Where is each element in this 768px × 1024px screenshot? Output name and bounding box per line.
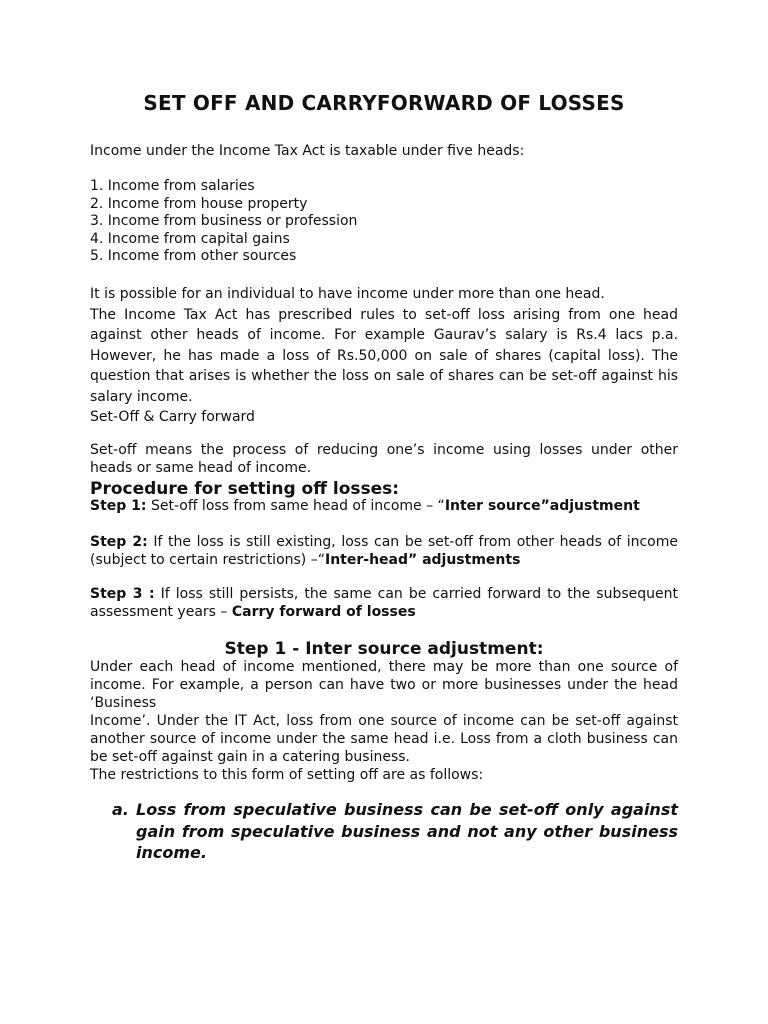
step-label: Step 1: xyxy=(90,498,147,514)
procedure-heading: Procedure for setting off losses: xyxy=(90,479,400,499)
subheading-setoff-carry-forward: Set-Off & Carry forward xyxy=(90,409,255,425)
section-heading: Step 1 - Inter source adjustment: xyxy=(224,639,544,659)
list-item: 2. Income from house property xyxy=(90,195,308,212)
explanation-paragraph xyxy=(90,284,678,428)
intro-text: Income under the Income Tax Act is taxable under five heads: xyxy=(90,143,525,159)
paragraph-line: Under each head of income mentioned, there may be more than one source of income. For example, a person can have two or more businesses under the head ‘Business xyxy=(90,659,678,711)
list-item: 3. Income from business or profession xyxy=(90,213,358,229)
document-title: SET OFF AND CARRYFORWARD OF LOSSES xyxy=(143,91,625,115)
list-marker: a. xyxy=(112,800,129,819)
step-1 xyxy=(90,497,678,515)
income-heads-list xyxy=(90,178,678,266)
paragraph-line: Income’. Under the IT Act, loss from one source of income can be set-off against another source of income under the same head i.e. Loss from a cloth business can be set-off against gain in a catering business. xyxy=(90,713,678,765)
list-item: 5. Income from other sources xyxy=(90,248,297,264)
list-item: 4. Income from capital gains xyxy=(90,230,290,247)
step-emphasis: Inter source”adjustment xyxy=(444,498,640,514)
step-text: Set-off loss from same head of income – “ xyxy=(146,498,445,514)
paragraph-line: It is possible for an individual to have income under more than one head. xyxy=(90,286,605,302)
step-text: If the loss is still existing, loss can be set-off from other heads of income (subject to certain restrictions) –“ xyxy=(90,534,678,568)
paragraph-line: The Income Tax Act has prescribed rules to set-off loss arising from one head against other heads of income. For example Gaurav’s salary is Rs.4 lacs p.a. However, he has made a loss of Rs.50,000 on sale of shares (capital loss). The question that arises is whether the loss on sale of shares can be set-off against his salary income. xyxy=(90,306,678,405)
inter-source-paragraph xyxy=(90,658,678,784)
step-2 xyxy=(90,533,678,569)
restriction-item xyxy=(112,799,678,864)
setoff-definition: Set-off means the process of reducing one’s income using losses under other heads or same head of income. xyxy=(90,442,678,476)
list-item: 1. Income from salaries xyxy=(90,178,255,194)
step-text: If loss still persists, the same can be carried forward to the subsequent assessment years – xyxy=(90,586,678,620)
paragraph-line: The restrictions to this form of setting off are as follows: xyxy=(90,767,484,783)
step-emphasis: Carry forward of losses xyxy=(231,604,416,620)
step-label: Step 2: xyxy=(90,534,148,550)
step-3 xyxy=(90,585,678,621)
restriction-text: Loss from speculative business can be set-off only against gain from speculative business and not any other business income. xyxy=(136,800,678,862)
step-label: Step 3 : xyxy=(90,586,155,602)
step-emphasis: Inter-head” adjustments xyxy=(324,552,521,568)
